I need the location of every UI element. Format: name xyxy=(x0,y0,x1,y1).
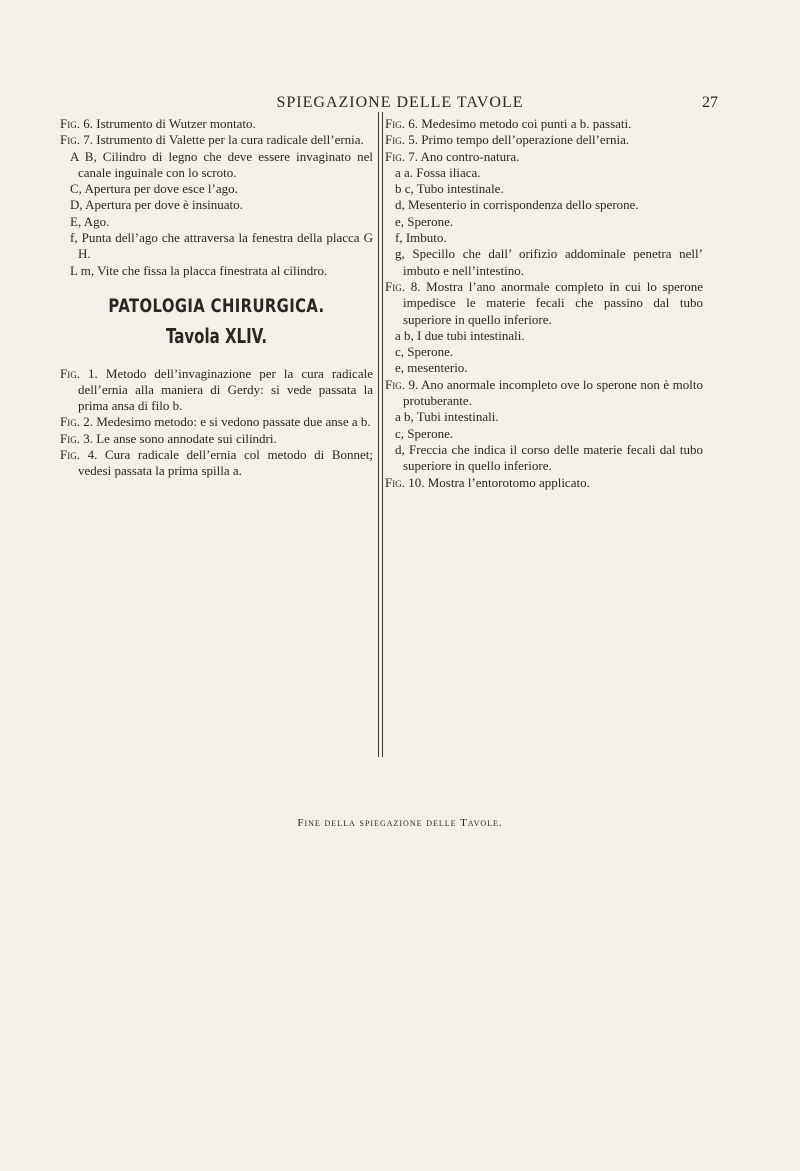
fig-entry xyxy=(385,132,703,148)
fig-label: Fig. 8. xyxy=(385,278,421,294)
plate-title: Tavola XLIV. xyxy=(165,324,268,349)
fig-entry xyxy=(385,149,703,165)
fig-label: Fig. 1. xyxy=(60,365,98,381)
fig-entry xyxy=(385,116,703,132)
sub-entry: g, Specillo che dall’ orifizio addominale penetra nell’ imbuto e nell’intestino. xyxy=(395,246,703,278)
sub-entry: A B, Cilindro di legno che deve essere invaginato nel canale inguinale con lo scroto. xyxy=(70,148,373,180)
fig-entry xyxy=(60,447,373,480)
fig-text: Metodo dell’invaginazione per la cura radicale dell’ernia alla maniera di Gerdy: si vede passata la prima ansa di filo b. xyxy=(78,365,373,414)
fig-text: Medesimo metodo coi punti a b. passati. xyxy=(417,116,632,131)
sub-entry: f, Imbuto. xyxy=(395,230,447,246)
sub-entry: a b, Tubi intestinali. xyxy=(395,409,499,425)
fig-entry xyxy=(60,132,373,148)
sub-entry: b c, Tubo intestinale. xyxy=(395,181,504,197)
sub-entry: a b, I due tubi intestinali. xyxy=(395,327,525,343)
fig-label: Fig. 10. xyxy=(385,474,425,490)
sub-entry: C, Apertura per dove esce l’ago. xyxy=(70,181,238,197)
fig-label: Fig. 7. xyxy=(60,132,93,148)
fig-text: Istrumento di Valette per la cura radicale dell’ernia. xyxy=(92,132,364,148)
fig-entry xyxy=(60,431,373,447)
sub-entry: E, Ago. xyxy=(70,213,110,229)
sub-entry: L m, Vite che fissa la placca finestrata al cilindro. xyxy=(70,262,328,278)
end-note-text: Fine della spiegazione delle Tavole. xyxy=(297,817,503,829)
sub-entry: c, Sperone. xyxy=(395,425,454,441)
fig-text: Mostra l’ano anormale completo in cui lo sperone impedisce le materie fecali che passino dal tubo superiore in quello inferiore. xyxy=(403,278,704,327)
fig-entry xyxy=(385,475,703,491)
fig-entry xyxy=(60,116,373,132)
fig-label: Fig. 6. xyxy=(60,116,93,131)
column-divider xyxy=(378,112,383,757)
fig-entry xyxy=(60,414,373,430)
sub-entry: e, Sperone. xyxy=(395,213,454,229)
sub-entry: c, Sperone. xyxy=(395,344,454,360)
end-note xyxy=(0,817,800,829)
fig-text: Ano contro-natura. xyxy=(417,148,520,164)
right-column xyxy=(385,116,703,491)
fig-text: Istrumento di Wutzer montato. xyxy=(92,116,256,131)
fig-label: Fig. 2. xyxy=(60,414,93,430)
sub-entry: f, Punta dell’ago che attraversa la fenestra della placca G H. xyxy=(70,230,373,262)
sub-entry: d, Freccia che indica il corso delle materie fecali dal tubo superiore in quello inferiore. xyxy=(395,441,703,474)
fig-label: Fig. 7. xyxy=(385,148,418,164)
page-number: 27 xyxy=(702,94,718,111)
running-head xyxy=(60,94,740,114)
fig-label: Fig. 5. xyxy=(385,132,418,148)
sub-entry: D, Apertura per dove è insinuato. xyxy=(70,197,243,213)
fig-text: Mostra l’entorotomo applicato. xyxy=(424,474,590,490)
fig-label: Fig. 9. xyxy=(385,376,419,392)
page-title: SPIEGAZIONE DELLE TAVOLE xyxy=(276,94,524,111)
fig-text: Medesimo metodo: e si vedono passate due anse a b. xyxy=(92,414,371,430)
fig-label: Fig. 6. xyxy=(385,116,418,131)
fig-entry xyxy=(385,377,703,410)
fig-text: Primo tempo dell’operazione dell’ernia. xyxy=(417,132,630,148)
section-title: PATOLOGIA CHIRURGICA. xyxy=(108,294,325,317)
fig-entry xyxy=(60,366,373,415)
left-column xyxy=(60,116,373,480)
fig-text: Ano anormale incompleto ove lo sperone non è molto protuberante. xyxy=(403,376,704,409)
sub-entry: e, mesenterio. xyxy=(395,360,468,376)
fig-entry xyxy=(385,279,703,328)
fig-label: Fig. 4. xyxy=(60,447,98,463)
sub-entry: d, Mesenterio in corrispondenza dello sperone. xyxy=(395,197,639,213)
fig-text: Cura radicale dell’ernia col metodo di Bonnet; vedesi passata la prima spilla a. xyxy=(78,447,373,479)
sub-entry: a a. Fossa iliaca. xyxy=(395,164,481,180)
fig-label: Fig. 3. xyxy=(60,430,93,446)
fig-text: Le anse sono annodate sui cilindri. xyxy=(92,430,277,446)
